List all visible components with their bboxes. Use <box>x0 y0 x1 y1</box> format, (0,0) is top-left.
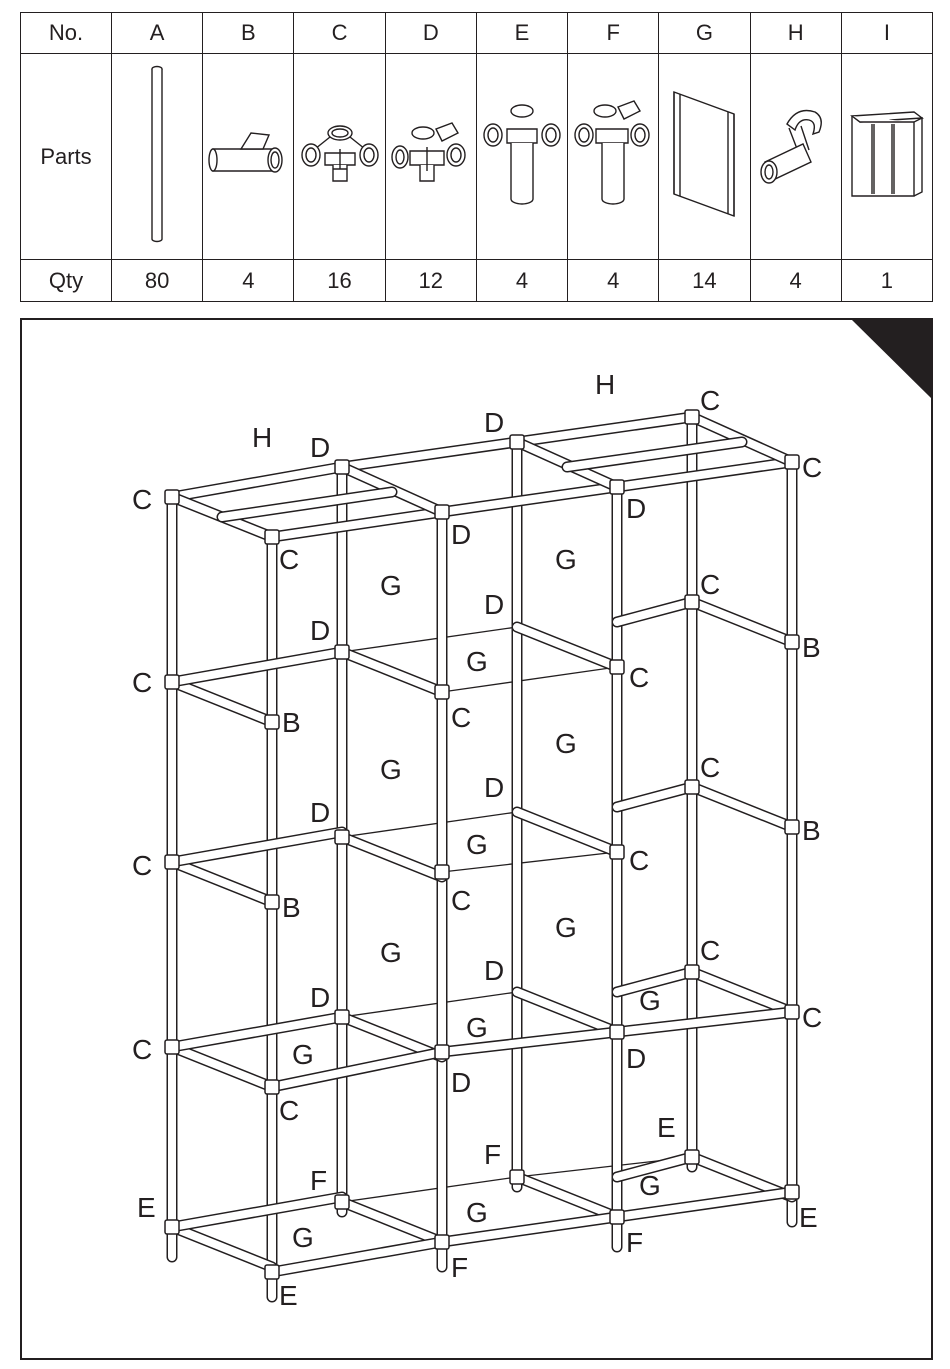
joint-16 <box>165 855 179 869</box>
fabric-panel-icon <box>659 54 750 260</box>
joint-31 <box>335 1195 349 1209</box>
joint-26 <box>610 1025 624 1039</box>
part-label-c-18: C <box>700 569 721 600</box>
assembly-diagram <box>22 320 933 1360</box>
qty-g: 14 <box>659 260 750 302</box>
joint-25 <box>435 1045 449 1059</box>
part-no-a: A <box>112 13 203 54</box>
joint-34 <box>610 1210 624 1224</box>
part-label-c-3: C <box>132 484 153 515</box>
part-label-d-36: D <box>310 982 331 1013</box>
qty-h: 4 <box>750 260 841 302</box>
qty-e: 4 <box>476 260 567 302</box>
joint-17 <box>335 830 349 844</box>
part-label-d-9: D <box>451 519 472 550</box>
part-label-e-46: E <box>137 1192 156 1223</box>
hanging-rod-2-fill <box>567 442 742 467</box>
part-label-c-19: C <box>629 662 650 693</box>
part-label-f-55: F <box>626 1227 644 1258</box>
joint-32 <box>435 1235 449 1249</box>
corner-foot-connector-icon <box>476 54 567 260</box>
qty-header: Qty <box>21 260 112 302</box>
part-label-b-31: B <box>802 815 821 846</box>
part-label-h-1: H <box>252 422 273 453</box>
joint-23 <box>165 1040 179 1054</box>
assembly-diagram-panel <box>20 318 933 1360</box>
joint-27 <box>685 965 699 979</box>
parts-table <box>20 12 933 302</box>
joint-7 <box>610 480 624 494</box>
part-label-d-10: D <box>626 493 647 524</box>
joint-13 <box>685 595 699 609</box>
joint-4 <box>685 410 699 424</box>
part-label-g-12: G <box>555 544 577 575</box>
part-no-f: F <box>568 13 659 54</box>
joint-11 <box>435 685 449 699</box>
part-label-c-30: C <box>629 845 650 876</box>
part-label-f-50: F <box>484 1139 502 1170</box>
part-label-h-2: H <box>595 369 616 400</box>
part-label-g-41: G <box>639 985 661 1016</box>
part-label-d-25: D <box>310 797 331 828</box>
part-label-d-4: D <box>310 432 331 463</box>
joint-9 <box>165 675 179 689</box>
part-label-f-52: F <box>451 1252 469 1283</box>
joint-21 <box>785 820 799 834</box>
top-rail-6-fill <box>617 462 792 487</box>
part-label-c-42: C <box>802 1002 823 1033</box>
left-back-rail-1-fill <box>172 652 342 682</box>
part-no-i: I <box>841 13 932 54</box>
qty-i: 1 <box>841 260 932 302</box>
joint-22 <box>265 895 279 909</box>
joint-6 <box>435 505 449 519</box>
right-back-rail-2-fill <box>617 787 692 807</box>
qty-b: 4 <box>203 260 294 302</box>
hanger-clip-icon <box>750 54 841 260</box>
part-label-g-38: G <box>466 1012 488 1043</box>
top-rail-3-fill <box>517 417 692 442</box>
joint-3 <box>510 435 524 449</box>
qty-d: 12 <box>385 260 476 302</box>
top-rail-2-fill <box>342 442 517 467</box>
straight-connector-icon <box>203 54 294 260</box>
joint-28 <box>785 1005 799 1019</box>
part-label-c-35: C <box>132 1034 153 1065</box>
part-no-e: E <box>476 13 567 54</box>
qty-f: 4 <box>568 260 659 302</box>
part-label-d-39: D <box>484 955 505 986</box>
part-label-b-15: B <box>282 707 301 738</box>
part-label-c-40: C <box>700 935 721 966</box>
part-label-g-48: G <box>292 1222 314 1253</box>
part-label-d-17: D <box>484 589 505 620</box>
part-label-e-53: E <box>657 1112 676 1143</box>
joint-19 <box>610 845 624 859</box>
right-side-rail-2-fill <box>692 787 792 827</box>
joint-37 <box>265 1265 279 1279</box>
joint-18 <box>435 865 449 879</box>
joint-1 <box>165 490 179 504</box>
top-rail-1-fill <box>172 467 342 497</box>
parts-header: Parts <box>21 54 112 260</box>
part-label-c-7: C <box>802 452 823 483</box>
part-label-g-22: G <box>380 754 402 785</box>
four-way-connector-icon <box>385 54 476 260</box>
joint-33 <box>510 1170 524 1184</box>
part-label-c-21: C <box>451 702 472 733</box>
qty-a: 80 <box>112 260 203 302</box>
part-no-h: H <box>750 13 841 54</box>
part-label-d-44: D <box>451 1067 472 1098</box>
part-label-b-20: B <box>802 632 821 663</box>
joint-24 <box>335 1010 349 1024</box>
part-label-c-45: C <box>279 1095 300 1126</box>
right-back-rail-1-fill <box>617 602 692 622</box>
joint-5 <box>265 530 279 544</box>
joint-20 <box>685 780 699 794</box>
joint-35 <box>685 1150 699 1164</box>
part-label-g-34: G <box>555 912 577 943</box>
part-label-g-33: G <box>380 937 402 968</box>
right-side-rail-1-fill <box>692 602 792 642</box>
joint-12 <box>610 660 624 674</box>
left-side-rail-1-fill <box>172 682 272 722</box>
part-no-d: D <box>385 13 476 54</box>
joint-2 <box>335 460 349 474</box>
part-label-g-23: G <box>555 728 577 759</box>
part-label-g-37: G <box>292 1039 314 1070</box>
part-label-d-5: D <box>484 407 505 438</box>
cover-icon <box>841 54 932 260</box>
left-back-rail-2-fill <box>172 832 342 862</box>
part-label-g-16: G <box>466 646 488 677</box>
part-label-d-43: D <box>626 1043 647 1074</box>
joint-10 <box>335 645 349 659</box>
joint-14 <box>785 635 799 649</box>
part-label-b-26: B <box>282 892 301 923</box>
part-label-g-51: G <box>466 1197 488 1228</box>
left-side-rail-2-fill <box>172 862 272 902</box>
tube-icon <box>112 54 203 260</box>
joint-15 <box>265 715 279 729</box>
tee-foot-connector-icon <box>568 54 659 260</box>
part-label-c-6: C <box>700 385 721 416</box>
three-way-connector-icon <box>294 54 385 260</box>
part-label-g-54: G <box>639 1170 661 1201</box>
part-label-c-8: C <box>279 544 300 575</box>
qty-c: 16 <box>294 260 385 302</box>
part-no-b: B <box>203 13 294 54</box>
part-label-c-29: C <box>700 752 721 783</box>
corner-tab-icon <box>852 320 933 402</box>
joint-29 <box>265 1080 279 1094</box>
joint-30 <box>165 1220 179 1234</box>
part-label-d-28: D <box>484 772 505 803</box>
part-label-c-13: C <box>132 667 153 698</box>
part-no-c: C <box>294 13 385 54</box>
joint-8 <box>785 455 799 469</box>
part-label-c-32: C <box>451 885 472 916</box>
joint-36 <box>785 1185 799 1199</box>
part-label-g-27: G <box>466 829 488 860</box>
part-label-g-11: G <box>380 570 402 601</box>
part-label-d-14: D <box>310 615 331 646</box>
part-label-e-56: E <box>799 1202 818 1233</box>
no-header: No. <box>21 13 112 54</box>
part-label-c-24: C <box>132 850 153 881</box>
part-no-g: G <box>659 13 750 54</box>
part-label-e-49: E <box>279 1280 298 1311</box>
part-label-f-47: F <box>310 1165 328 1196</box>
